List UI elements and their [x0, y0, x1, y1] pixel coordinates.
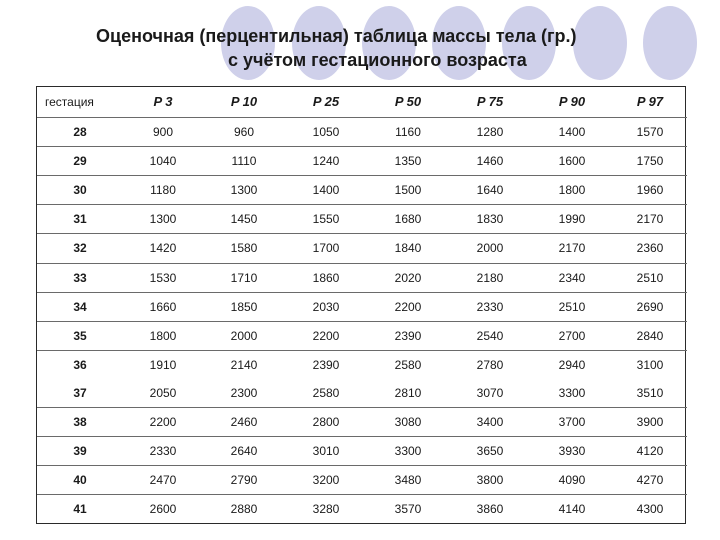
weight-cell: 2300 [203, 379, 285, 407]
weight-cell: 1420 [123, 234, 203, 263]
weight-cell: 1160 [367, 117, 449, 146]
column-header: P 90 [531, 87, 613, 117]
weight-cell: 1300 [203, 175, 285, 204]
weight-cell: 3010 [285, 436, 367, 465]
title-line-1: Оценочная (перцентильная) таблица массы тела (гр.) [96, 26, 577, 46]
column-header: P 97 [613, 87, 687, 117]
weight-cell: 2000 [449, 234, 531, 263]
weight-cell: 3300 [367, 436, 449, 465]
weight-cell: 1860 [285, 263, 367, 292]
weight-cell: 1050 [285, 117, 367, 146]
column-header: P 75 [449, 87, 531, 117]
weight-cell: 1640 [449, 175, 531, 204]
table-row [37, 495, 687, 523]
weight-cell: 3860 [476, 502, 504, 517]
weight-cell: 2690 [613, 292, 687, 321]
weight-cell: 1850 [203, 292, 285, 321]
table-body [37, 117, 687, 523]
table-row [37, 263, 687, 292]
weight-cell: 2880 [230, 502, 258, 517]
weight-cell: 2200 [367, 292, 449, 321]
gestation-cell: 29 [37, 146, 123, 175]
percentile-table-frame [36, 86, 686, 524]
weight-cell: 1580 [203, 234, 285, 263]
weight-cell: 2170 [531, 234, 613, 263]
table-row [37, 466, 687, 495]
table-row [37, 146, 687, 175]
weight-cell: 3480 [367, 466, 449, 495]
weight-cell: 2020 [367, 263, 449, 292]
weight-cell: 2840 [613, 321, 687, 350]
weight-cell: 900 [123, 117, 203, 146]
gestation-cell: 33 [37, 263, 123, 292]
weight-cell: 3280 [312, 502, 340, 517]
gestation-cell: 38 [37, 407, 123, 436]
gestation-cell: 30 [37, 175, 123, 204]
weight-cell: 3700 [531, 407, 613, 436]
gestation-cell: 36 [73, 357, 87, 372]
weight-cell: 960 [203, 117, 285, 146]
table-row [37, 205, 687, 234]
weight-cell: 4140 [558, 502, 586, 517]
weight-cell: 2580 [285, 379, 367, 407]
weight-cell: 1350 [367, 146, 449, 175]
weight-cell: 1400 [285, 175, 367, 204]
weight-cell: 3070 [449, 379, 531, 407]
weight-cell: 1570 [613, 117, 687, 146]
column-header: гестация [37, 87, 123, 117]
weight-cell: 2790 [203, 466, 285, 495]
weight-cell: 1710 [203, 263, 285, 292]
weight-cell: 2390 [367, 321, 449, 350]
weight-cell: 3080 [367, 407, 449, 436]
weight-cell: 2510 [531, 292, 613, 321]
gestation-cell: 34 [37, 292, 123, 321]
weight-cell: 2180 [449, 263, 531, 292]
weight-cell: 2000 [203, 321, 285, 350]
gestation-cell: 41 [73, 502, 87, 517]
table-row [37, 379, 687, 407]
weight-cell: 2700 [531, 321, 613, 350]
weight-cell: 1300 [123, 205, 203, 234]
weight-cell: 1460 [449, 146, 531, 175]
weight-cell: 3650 [449, 436, 531, 465]
weight-cell: 2640 [203, 436, 285, 465]
weight-cell: 2810 [367, 379, 449, 407]
column-header: P 50 [367, 87, 449, 117]
weight-cell: 1180 [123, 175, 203, 204]
table-row [37, 117, 687, 146]
column-header: P 3 [123, 87, 203, 117]
weight-cell: 2540 [449, 321, 531, 350]
weight-cell: 1280 [449, 117, 531, 146]
weight-cell: 2360 [613, 234, 687, 263]
weight-cell: 3930 [531, 436, 613, 465]
weight-cell: 4270 [613, 466, 687, 495]
weight-cell: 2510 [613, 263, 687, 292]
gestation-cell: 39 [37, 436, 123, 465]
weight-cell: 1750 [613, 146, 687, 175]
weight-cell: 1910 [149, 357, 177, 372]
table-row [37, 321, 687, 350]
gestation-cell: 31 [37, 205, 123, 234]
weight-cell: 1660 [123, 292, 203, 321]
weight-cell: 2340 [531, 263, 613, 292]
weight-cell: 1830 [449, 205, 531, 234]
gestation-cell: 32 [37, 234, 123, 263]
weight-cell: 1400 [531, 117, 613, 146]
table-row [37, 351, 687, 379]
weight-cell: 3800 [449, 466, 531, 495]
weight-cell: 1960 [613, 175, 687, 204]
title-line-2: с учётом гестационного возраста [228, 50, 527, 70]
weight-cell: 1600 [531, 146, 613, 175]
weight-cell: 4300 [636, 502, 664, 517]
weight-cell: 3510 [613, 379, 687, 407]
gestation-cell: 40 [37, 466, 123, 495]
weight-cell: 2780 [476, 357, 504, 372]
weight-cell: 2330 [123, 436, 203, 465]
percentile-table [37, 87, 687, 523]
weight-cell: 1500 [367, 175, 449, 204]
gestation-cell: 28 [37, 117, 123, 146]
weight-cell: 2470 [123, 466, 203, 495]
weight-cell: 2030 [285, 292, 367, 321]
table-row [37, 292, 687, 321]
weight-cell: 1990 [531, 205, 613, 234]
decor-circle [573, 6, 627, 80]
weight-cell: 2050 [123, 379, 203, 407]
table-header-row [37, 87, 687, 117]
weight-cell: 4120 [613, 436, 687, 465]
weight-cell: 2200 [285, 321, 367, 350]
weight-cell: 1530 [123, 263, 203, 292]
table-row [37, 175, 687, 204]
weight-cell: 2940 [558, 357, 586, 372]
decor-circle [643, 6, 697, 80]
weight-cell: 3100 [636, 357, 664, 372]
weight-cell: 4090 [531, 466, 613, 495]
weight-cell: 1700 [285, 234, 367, 263]
weight-cell: 1800 [531, 175, 613, 204]
weight-cell: 1800 [123, 321, 203, 350]
weight-cell: 1040 [123, 146, 203, 175]
gestation-cell: 37 [37, 379, 123, 407]
weight-cell: 2200 [123, 407, 203, 436]
weight-cell: 2580 [394, 357, 422, 372]
table-row [37, 436, 687, 465]
weight-cell: 1680 [367, 205, 449, 234]
weight-cell: 2390 [312, 357, 340, 372]
weight-cell: 3300 [531, 379, 613, 407]
weight-cell: 2600 [149, 502, 177, 517]
column-header: P 25 [285, 87, 367, 117]
weight-cell: 3200 [285, 466, 367, 495]
weight-cell: 2460 [203, 407, 285, 436]
weight-cell: 3400 [449, 407, 531, 436]
weight-cell: 2170 [613, 205, 687, 234]
column-header: P 10 [203, 87, 285, 117]
weight-cell: 1840 [367, 234, 449, 263]
weight-cell: 3900 [613, 407, 687, 436]
weight-cell: 2140 [230, 357, 258, 372]
gestation-cell: 35 [37, 321, 123, 350]
weight-cell: 1240 [285, 146, 367, 175]
weight-cell: 1110 [203, 146, 285, 175]
table-row [37, 407, 687, 436]
weight-cell: 1450 [203, 205, 285, 234]
weight-cell: 2330 [449, 292, 531, 321]
weight-cell: 1550 [285, 205, 367, 234]
table-row [37, 234, 687, 263]
weight-cell: 3570 [394, 502, 422, 517]
weight-cell: 2800 [285, 407, 367, 436]
